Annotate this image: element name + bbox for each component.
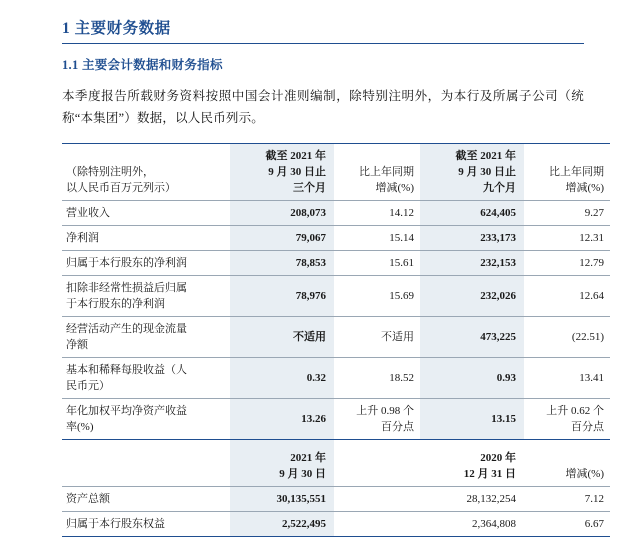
header-ytd-line3: 九个月: [483, 182, 516, 194]
balance-header-spacer: [334, 446, 420, 487]
row-ytd-value: 473,225: [420, 317, 524, 358]
balance-header-prior: [420, 446, 524, 487]
row-q3-change: 14.12: [334, 201, 420, 226]
row-label-line2: 民币元）: [66, 380, 110, 392]
table-row: [62, 399, 610, 440]
header-q3-line2: 9 月 30 日止: [268, 166, 326, 178]
row-ytd-change: 12.31: [524, 226, 610, 251]
row-ytd-value: 13.15: [420, 399, 524, 440]
header-q3-change-cell: [334, 144, 420, 201]
balance-header-prior-line2: 12 月 31 日: [463, 468, 516, 480]
row-change: 6.67: [524, 512, 610, 537]
row-label: 归属于本行股东的净利润: [62, 251, 230, 276]
row-ytd-value: 232,026: [420, 276, 524, 317]
header-q3-change-line1: 比上年同期: [359, 166, 414, 178]
header-label-line2: 以人民币百万元列示）: [66, 182, 176, 194]
balance-header-change: 增减(%): [565, 468, 604, 480]
row-ytd-change: 12.79: [524, 251, 610, 276]
row-ytd-value: 0.93: [420, 358, 524, 399]
row-ytd-change: 13.41: [524, 358, 610, 399]
row-q3-value: 208,073: [230, 201, 334, 226]
row-ytd-change-line2: 百分点: [571, 421, 604, 433]
row-q3-value: 13.26: [230, 399, 334, 440]
table-row: [62, 276, 610, 317]
row-label: [62, 317, 230, 358]
balance-header-current-line1: 2021 年: [290, 452, 326, 464]
row-label: [62, 276, 230, 317]
row-q3-value: 不适用: [230, 317, 334, 358]
row-q3-value: 78,853: [230, 251, 334, 276]
title-divider: [62, 43, 584, 44]
row-label-line2: 率(%): [66, 421, 94, 433]
row-prior-value: 2,364,808: [420, 512, 524, 537]
row-label-line1: 经营活动产生的现金流量: [66, 323, 187, 335]
subsection-title: 1.1 主要会计数据和财务指标: [62, 58, 223, 72]
row-label-line2: 于本行股东的净利润: [66, 298, 165, 310]
row-label: 净利润: [62, 226, 230, 251]
row-q3-change-line2: 百分点: [381, 421, 414, 433]
row-label-line1: 年化加权平均净资产收益: [66, 405, 187, 417]
row-label-line1: 扣除非经常性损益后归属: [66, 282, 187, 294]
row-q3-value: 0.32: [230, 358, 334, 399]
header-label-cell: [62, 144, 230, 201]
row-q3-value: 79,067: [230, 226, 334, 251]
row-q3-change-line1: 上升 0.98 个: [356, 405, 414, 417]
header-ytd-change-line1: 比上年同期: [549, 166, 604, 178]
row-q3-value: 78,976: [230, 276, 334, 317]
row-ytd-change: 9.27: [524, 201, 610, 226]
row-label: 归属于本行股东权益: [62, 512, 230, 537]
row-label: 资产总额: [62, 487, 230, 512]
balance-header-row: [62, 446, 610, 487]
row-q3-change: 15.69: [334, 276, 420, 317]
table-row: [62, 512, 610, 537]
header-ytd-change-line2: 增减(%): [565, 182, 604, 194]
row-q3-change: 18.52: [334, 358, 420, 399]
row-label-line2: 净额: [66, 339, 88, 351]
row-q3-change: 15.14: [334, 226, 420, 251]
page-title: 1 主要财务数据: [62, 20, 171, 37]
table-row: [62, 226, 610, 251]
row-change: 7.12: [524, 487, 610, 512]
header-ytd-change-cell: [524, 144, 610, 201]
balance-header-label: [62, 446, 230, 487]
row-q3-change: [334, 399, 420, 440]
table-row: [62, 201, 610, 226]
balance-header-current: [230, 446, 334, 487]
row-current-value: 2,522,495: [230, 512, 334, 537]
row-ytd-change: 12.64: [524, 276, 610, 317]
row-label: 营业收入: [62, 201, 230, 226]
header-ytd-line2: 9 月 30 日止: [458, 166, 516, 178]
main-financial-table: [62, 143, 610, 440]
header-q3-change-line2: 增减(%): [375, 182, 414, 194]
row-q3-change: 15.61: [334, 251, 420, 276]
row-label-line1: 基本和稀释每股收益（人: [66, 364, 187, 376]
table-header-row: [62, 144, 610, 201]
header-q3-line3: 三个月: [293, 182, 326, 194]
table-row: [62, 317, 610, 358]
balance-header-prior-line1: 2020 年: [480, 452, 516, 464]
table-row: [62, 251, 610, 276]
row-ytd-change-line1: 上升 0.62 个: [546, 405, 604, 417]
row-gap: [334, 512, 420, 537]
header-ytd-cell: [420, 144, 524, 201]
row-label: [62, 399, 230, 440]
row-prior-value: 28,132,254: [420, 487, 524, 512]
intro-paragraph: 本季度报告所载财务资料按照中国会计准则编制，除特别注明外，为本行及所属子公司（统称“本集团”）数据，以人民币列示。: [62, 89, 584, 125]
row-ytd-value: 232,153: [420, 251, 524, 276]
table-row: [62, 487, 610, 512]
header-ytd-line1: 截至 2021 年: [455, 150, 516, 162]
row-ytd-change: (22.51): [524, 317, 610, 358]
table-row: [62, 358, 610, 399]
balance-sheet-table: [62, 440, 610, 537]
row-gap: [334, 487, 420, 512]
header-label-line1: （除特别注明外，: [66, 166, 154, 178]
header-q3-cell: [230, 144, 334, 201]
row-q3-change: 不适用: [334, 317, 420, 358]
header-q3-line1: 截至 2021 年: [265, 150, 326, 162]
row-ytd-change: [524, 399, 610, 440]
balance-header-current-line2: 9 月 30 日: [279, 468, 326, 480]
row-ytd-value: 233,173: [420, 226, 524, 251]
row-ytd-value: 624,405: [420, 201, 524, 226]
row-current-value: 30,135,551: [230, 487, 334, 512]
row-label: [62, 358, 230, 399]
